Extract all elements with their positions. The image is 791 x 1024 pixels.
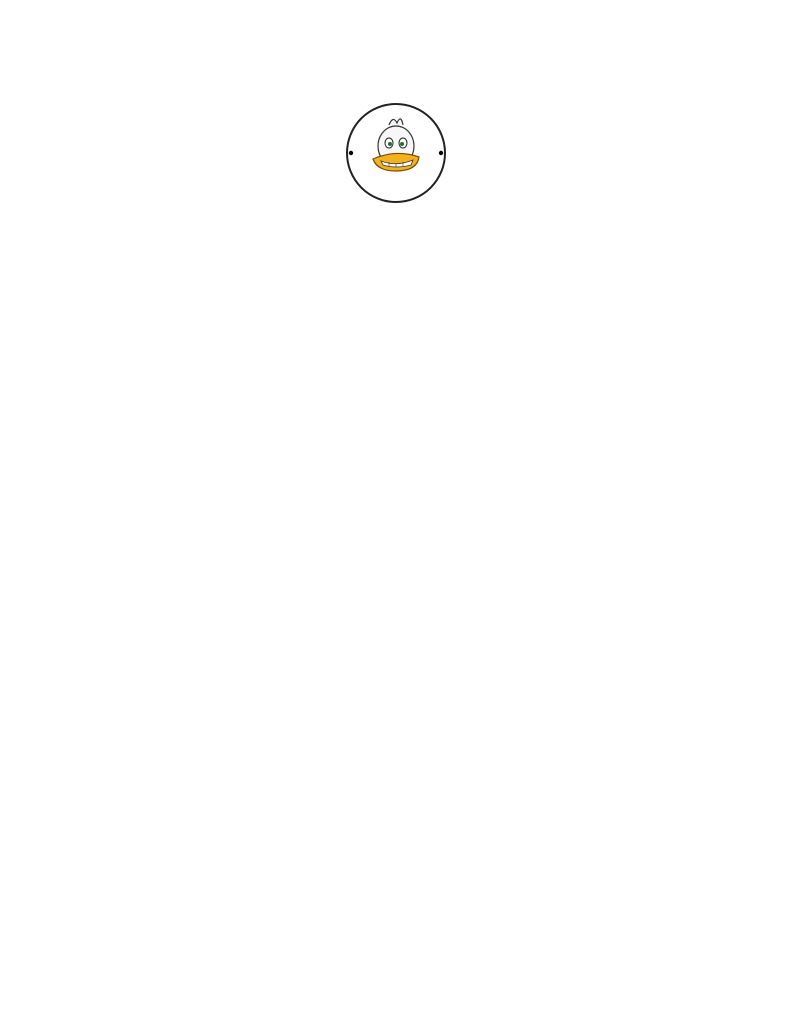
logo-dot-left [349, 151, 353, 155]
kindersley-aquatic-centre-logo [339, 101, 453, 205]
wave-decoration [0, 800, 791, 1024]
logo-dot-right [439, 151, 443, 155]
